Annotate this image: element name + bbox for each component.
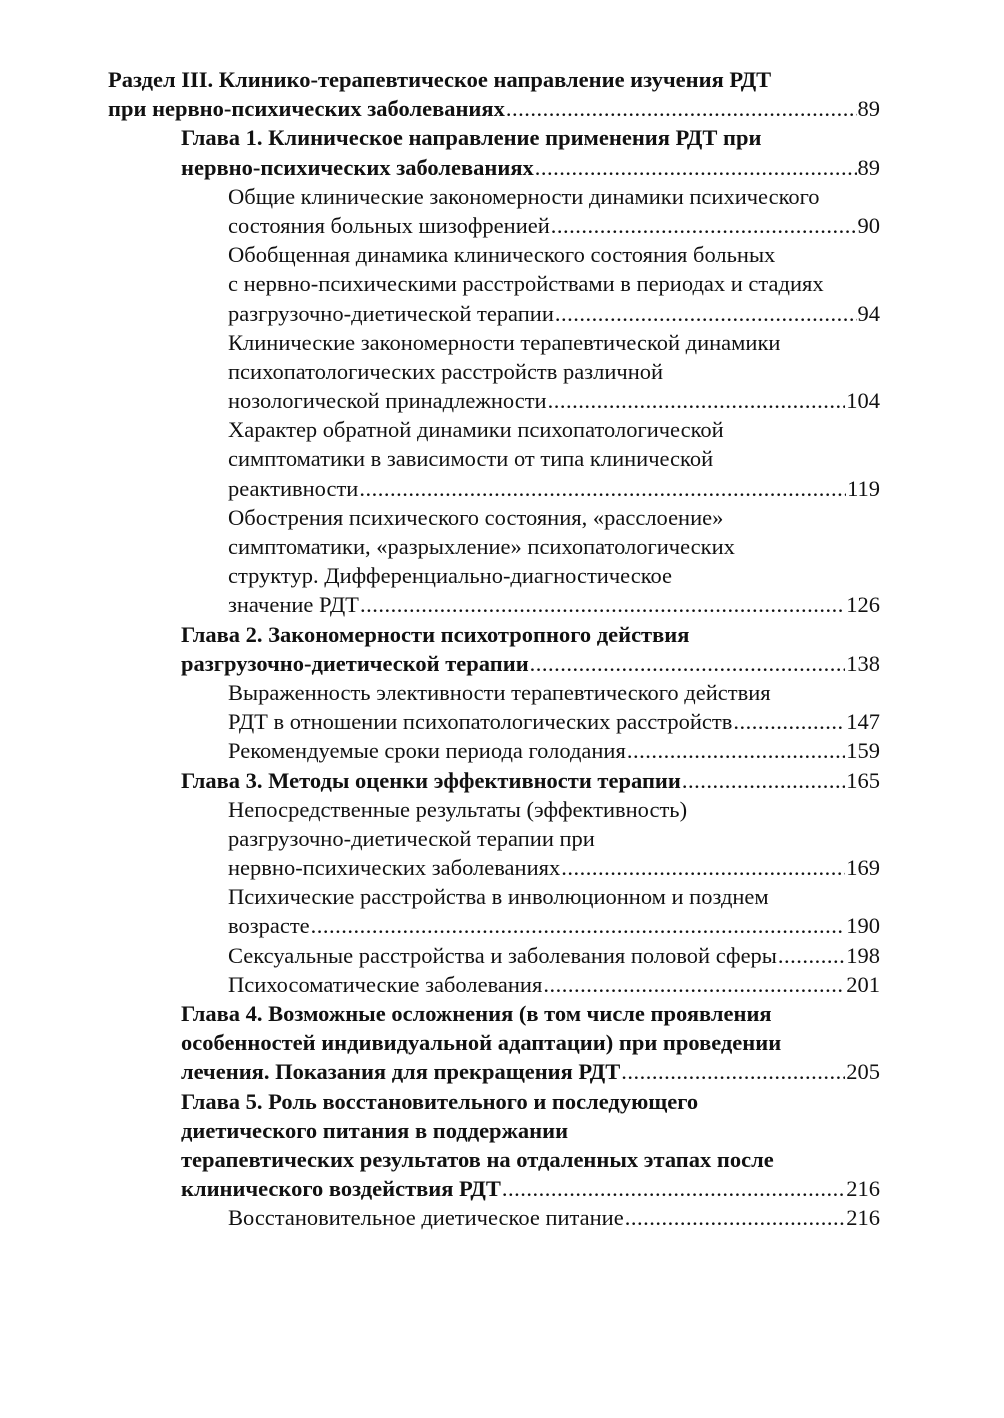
toc-subsection xyxy=(228,503,880,620)
toc-last-line xyxy=(228,736,880,765)
toc-last-line xyxy=(228,474,880,503)
toc-chapter-2 xyxy=(181,620,880,678)
toc-last-line xyxy=(228,386,880,415)
toc-last-line xyxy=(228,707,880,736)
page-number: 159 xyxy=(846,738,880,764)
toc-title-end: Рекомендуемые сроки периода голодания xyxy=(228,738,626,764)
page-number: 89 xyxy=(857,96,880,122)
dot-leader xyxy=(535,153,857,182)
toc-subsection xyxy=(228,678,880,736)
toc-line: симптоматики, «разрыхление» психопатологических xyxy=(228,534,735,559)
toc-chapter-3 xyxy=(181,766,880,795)
page-number: 216 xyxy=(846,1205,880,1231)
toc-line: Непосредственные результаты (эффективность) xyxy=(228,796,688,822)
dot-leader xyxy=(506,94,857,123)
toc-title-end: Глава 3. Методы оценки эффективности терапии xyxy=(181,767,681,793)
dot-leader xyxy=(551,211,857,240)
toc-line: Психические расстройства в инволюционном и позднем xyxy=(228,884,769,910)
toc-title-end: при нервно-психических заболеваниях xyxy=(108,96,505,122)
toc-line: особенностей индивидуальной адаптации) при проведении xyxy=(181,1030,782,1056)
toc-line: структур. Дифференциально-диагностическое xyxy=(228,563,673,589)
toc-last-line xyxy=(228,211,880,240)
toc-title-end: лечения. Показания для прекращения РДТ xyxy=(181,1059,621,1085)
toc-title-end: РДТ в отношении психопатологических расстройств xyxy=(228,709,733,735)
toc-title-end: Сексуальные расстройства и заболевания половой сферы xyxy=(228,942,777,968)
toc-line: психопатологических расстройств различной xyxy=(228,358,664,384)
toc-subsection xyxy=(228,182,880,240)
toc-line: Характер обратной динамики психопатологической xyxy=(228,417,724,443)
toc-last-line xyxy=(108,94,880,123)
toc-title-end: реактивности xyxy=(228,475,359,501)
dot-leader xyxy=(682,766,845,795)
table-of-contents xyxy=(0,65,1004,1233)
toc-last-line xyxy=(181,766,880,795)
page-number: 104 xyxy=(846,388,880,414)
page-number: 198 xyxy=(846,942,880,968)
toc-subsection xyxy=(228,736,880,765)
page-number: 169 xyxy=(846,855,880,881)
toc-chapter-4 xyxy=(181,999,880,1087)
toc-line: Глава 1. Клиническое направление применения РДТ при xyxy=(181,125,762,151)
dot-leader xyxy=(502,1174,845,1203)
dot-leader xyxy=(733,707,845,736)
toc-title-end: нозологической принадлежности xyxy=(228,388,547,414)
dot-leader xyxy=(311,911,846,940)
toc-subsection xyxy=(228,882,880,940)
dot-leader xyxy=(627,736,845,765)
page-number: 94 xyxy=(857,300,880,326)
dot-leader xyxy=(359,474,846,503)
toc-line: Глава 2. Закономерности психотропного действия xyxy=(181,621,690,647)
toc-line: Обострения психического состояния, «расслоение» xyxy=(228,504,724,530)
page-number: 119 xyxy=(847,475,880,501)
toc-last-line xyxy=(228,1203,880,1232)
dot-leader xyxy=(625,1203,846,1232)
page-number: 147 xyxy=(846,709,880,735)
toc-subsection xyxy=(228,970,880,999)
toc-chapter-1 xyxy=(181,123,880,181)
toc-last-line xyxy=(228,941,880,970)
toc-line: разгрузочно-диетической терапии при xyxy=(228,825,595,851)
page-number: 205 xyxy=(846,1059,880,1085)
toc-line: Глава 5. Роль восстановительного и последующего xyxy=(181,1088,699,1114)
toc-section-3 xyxy=(108,65,880,123)
dot-leader xyxy=(530,649,846,678)
toc-line: Обобщенная динамика клинического состояния больных xyxy=(228,242,776,268)
toc-subsection xyxy=(228,328,880,416)
page-number: 89 xyxy=(857,154,880,180)
toc-subsection xyxy=(228,941,880,970)
toc-line: Выраженность элективности терапевтического действия xyxy=(228,679,771,705)
toc-line: Общие клинические закономерности динамики психического xyxy=(228,183,820,209)
page-number: 190 xyxy=(846,913,880,939)
toc-chapter-5 xyxy=(181,1087,880,1204)
dot-leader xyxy=(360,590,845,619)
toc-title-end: Восстановительное диетическое питание xyxy=(228,1205,624,1231)
toc-line: с нервно-психическими расстройствами в периодах и стадиях xyxy=(228,271,824,297)
toc-title-end: нервно-психических заболеваниях xyxy=(228,855,561,881)
dot-leader xyxy=(548,386,846,415)
toc-title-end: состояния больных шизофренией xyxy=(228,212,550,238)
toc-title-end: клинического воздействия РДТ xyxy=(181,1176,501,1202)
toc-subsection xyxy=(228,415,880,503)
toc-last-line xyxy=(181,1174,880,1203)
toc-last-line xyxy=(228,853,880,882)
toc-last-line xyxy=(228,911,880,940)
toc-last-line xyxy=(181,649,880,678)
toc-last-line xyxy=(228,970,880,999)
toc-last-line xyxy=(181,1057,880,1086)
page-number: 90 xyxy=(857,212,880,238)
toc-last-line xyxy=(228,590,880,619)
toc-line: Раздел III. Клинико-терапевтическое направление изучения РДТ xyxy=(108,67,772,92)
toc-subsection xyxy=(228,795,880,883)
toc-title-end: возрасте xyxy=(228,913,310,939)
dot-leader xyxy=(543,970,845,999)
toc-title-end: значение РДТ xyxy=(228,592,359,618)
dot-leader xyxy=(778,941,845,970)
page-number: 138 xyxy=(846,650,880,676)
page-number: 165 xyxy=(846,767,880,793)
toc-line: диетического питания в поддержании xyxy=(181,1117,569,1143)
dot-leader xyxy=(621,1057,845,1086)
toc-title-end: разгрузочно-диетической терапии xyxy=(228,300,554,326)
toc-last-line xyxy=(228,299,880,328)
dot-leader xyxy=(561,853,845,882)
toc-line: терапевтических результатов на отдаленных этапах после xyxy=(181,1146,774,1172)
toc-subsection xyxy=(228,1203,880,1232)
page-number: 201 xyxy=(846,971,880,997)
toc-title-end: нервно-психических заболеваниях xyxy=(181,154,534,180)
toc-subsection xyxy=(228,240,880,328)
toc-title-end: разгрузочно-диетической терапии xyxy=(181,650,529,676)
toc-title-end: Психосоматические заболевания xyxy=(228,971,543,997)
toc-last-line xyxy=(181,153,880,182)
dot-leader xyxy=(555,299,857,328)
toc-line: симптоматики в зависимости от типа клинической xyxy=(228,446,714,472)
page-number: 126 xyxy=(846,592,880,618)
toc-line: Клинические закономерности терапевтической динамики xyxy=(228,329,781,355)
toc-line: Глава 4. Возможные осложнения (в том числе проявления xyxy=(181,1001,772,1026)
page-number: 216 xyxy=(846,1176,880,1202)
